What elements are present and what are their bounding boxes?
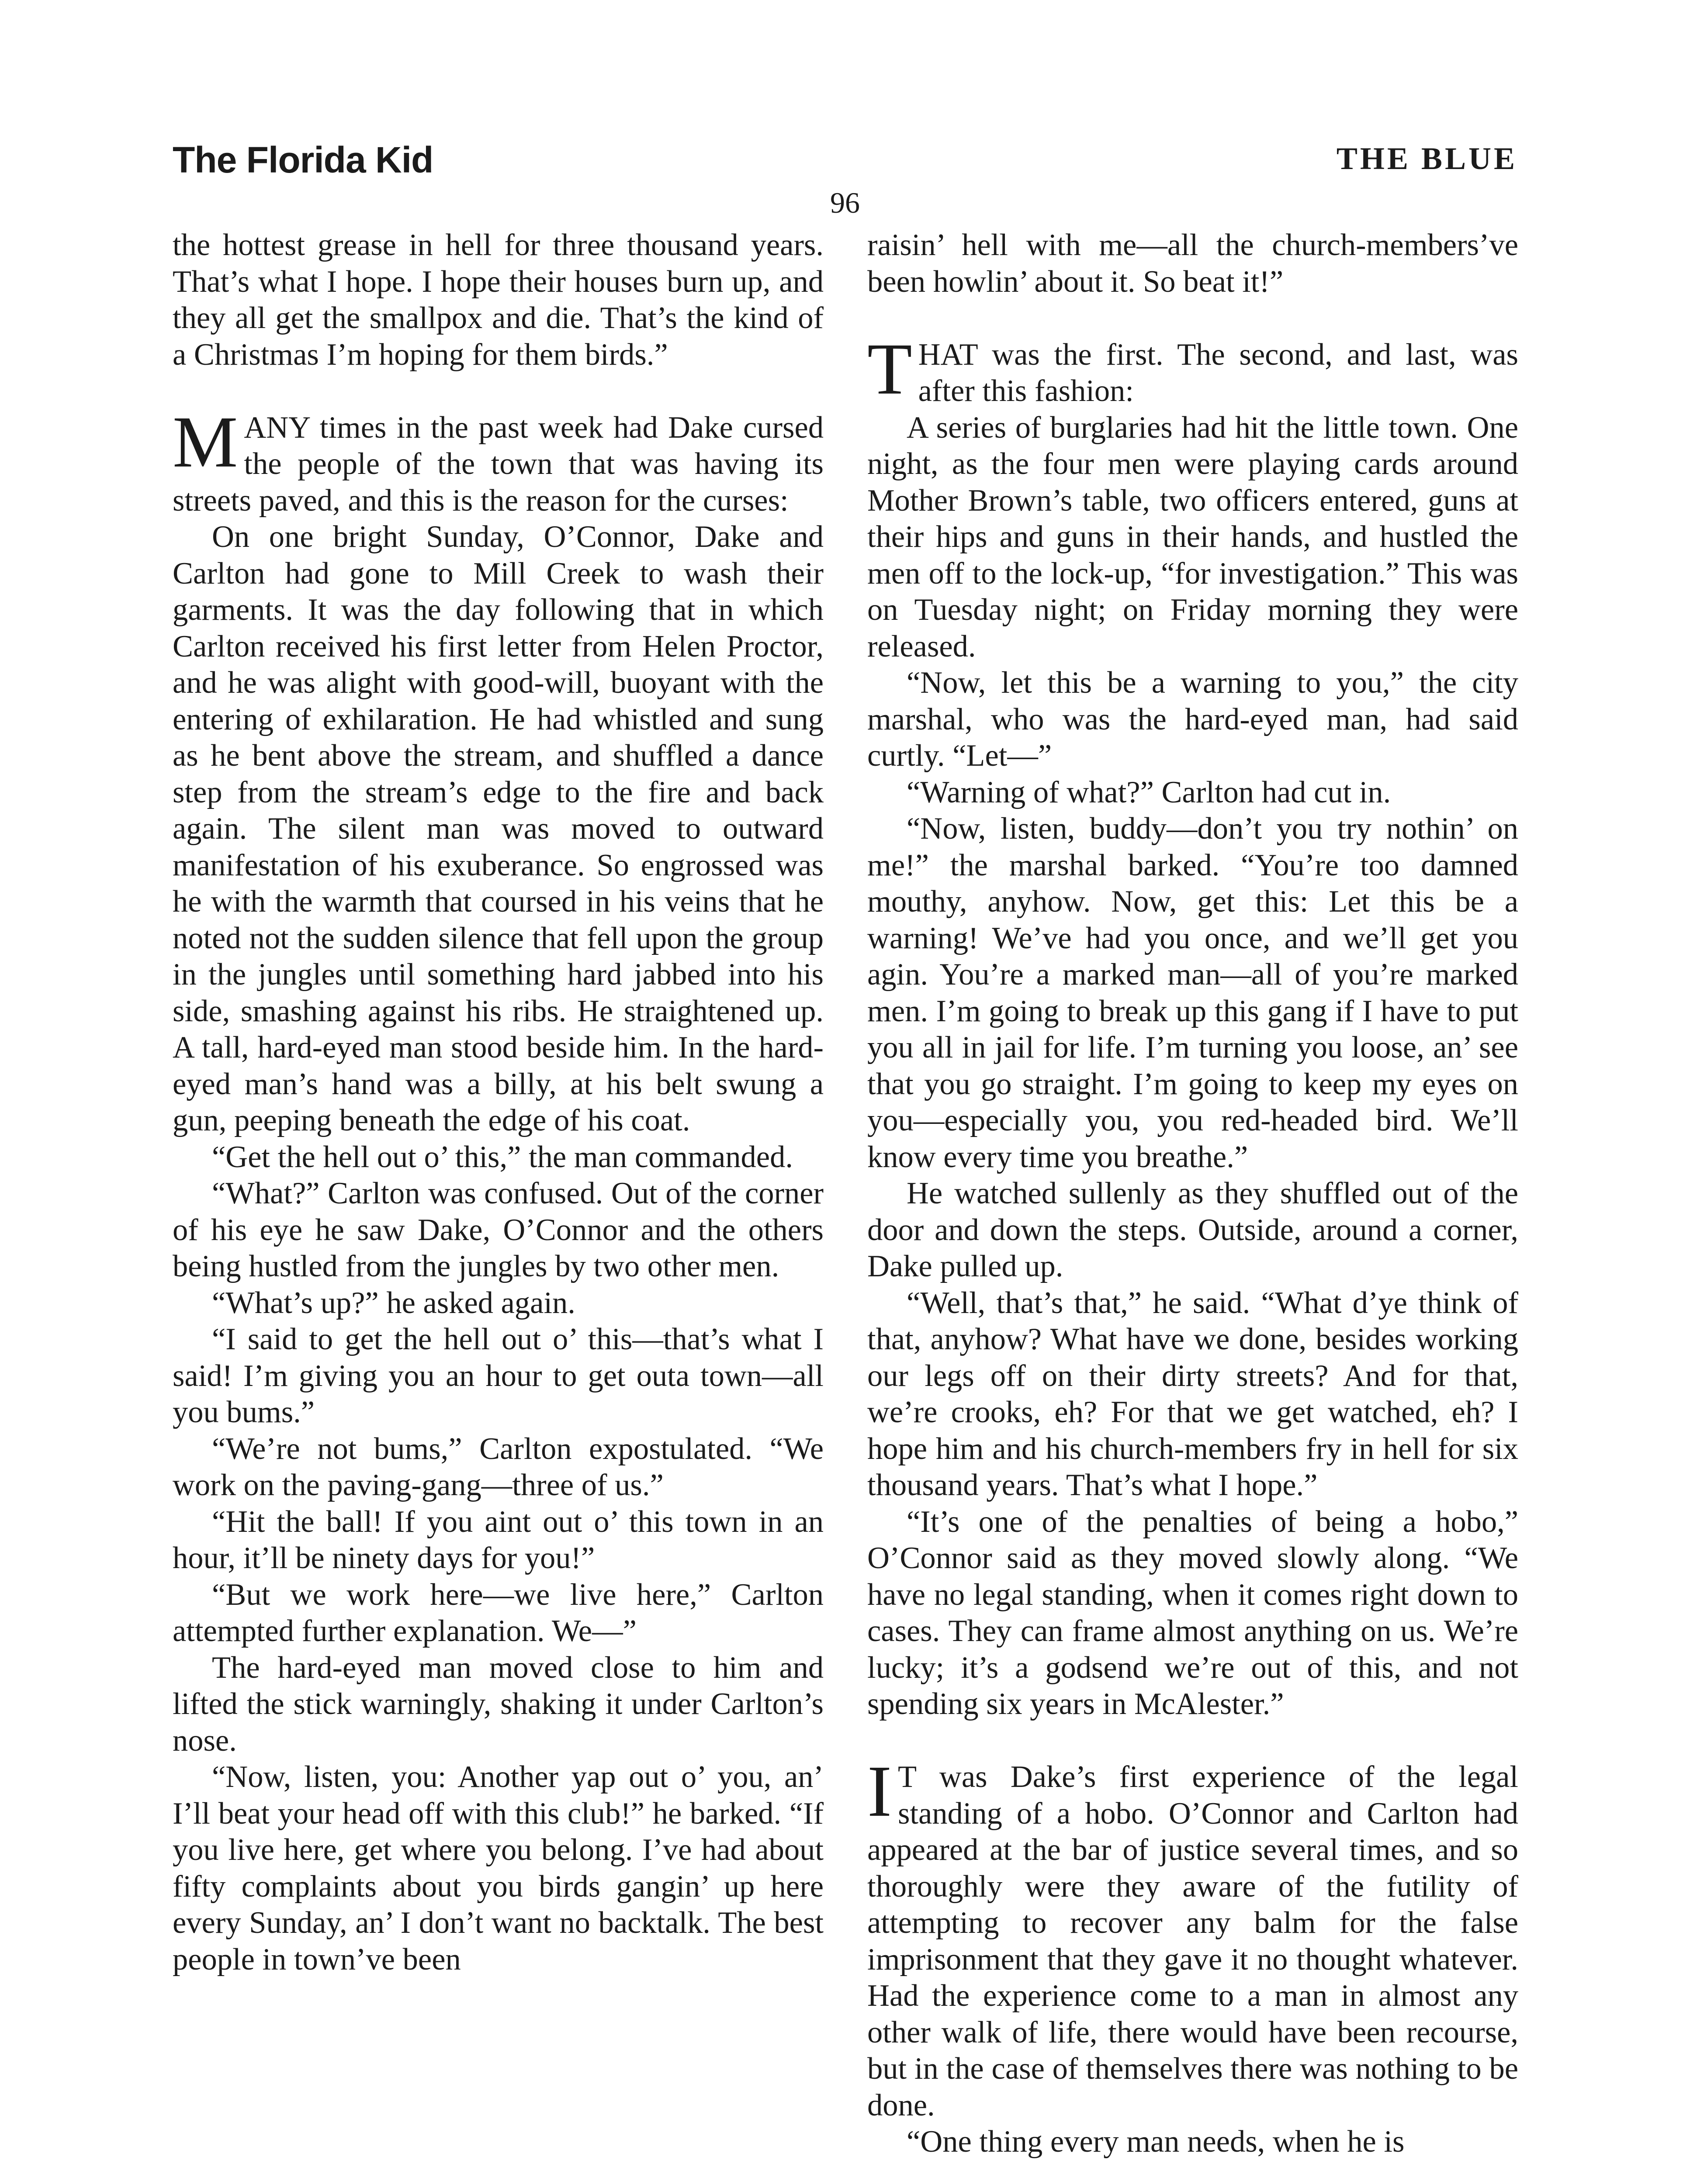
paragraph: On one bright Sunday, O’Connor, Dake and Carlton had gone to Mill Creek to wash their garments. It was the day following that in which Carlton received his first letter from Helen Proctor, and he was alight with good-will, buoyant with the entering of exhilaration. He had whistled and sung as he bent above the stream, and shuffled a dance step from the stream’s edge to the fire and back again. The silent man was moved to outward manifestation of his exuberance. So engrossed was he with the warmth that coursed in his veins that he noted not the sudden silence that fell upon the group in the jungles until something hard jabbed into his side, smashing against his ribs. He straightened up. A tall, hard-eyed man stood beside him. In the hard-eyed man’s hand was a billy, at his belt swung a gun, peeping beneath the edge of his coat. — [173, 520, 824, 1137]
running-title-left: The Florida Kid — [173, 139, 433, 180]
paragraph: “One thing every man needs, when he is — [907, 2125, 1405, 2159]
left-text-column — [173, 227, 824, 1978]
paragraph: “Warning of what?” Carlton had cut in. — [907, 775, 1391, 809]
paragraph: “It’s one of the penalties of being a hobo,” O’Connor said as they moved slowly along. “We have no legal standing, when it comes right down to cases. They can frame almost anything on us. We’re lucky; it’s a godsend we’re out of this, and not spending six years in McAlester.” — [867, 1504, 1518, 1721]
paragraph: “Now, listen, you: Another yap out o’ you, an’ I’ll beat your head off with this club!” he barked. “If you live here, get where you belong. I’ve had about fifty complaints about you birds gangin’ up here every Sunday, an’ I don’t want no backtalk. The best people in town’ve been — [173, 1760, 824, 1977]
paragraph-drop-cap: MANY times in the past week had Dake cursed the people of the town that was having its streets paved, and this is the reason for the curses: — [173, 401, 824, 518]
paragraph: “Get the hell out o’ this,” the man commanded. — [212, 1140, 793, 1174]
paragraph: The hard-eyed man moved close to him and lifted the stick warningly, shaking it under Carlton’s nose. — [173, 1650, 824, 1758]
paragraph: “Hit the ball! If you aint out o’ this town in an hour, it’ll be ninety days for you!” — [173, 1504, 824, 1575]
paragraph: “Well, that’s that,” he said. “What d’ye think of that, anyhow? What have we done, besides working our legs off on their dirty streets? And for that, we’re crooks, eh? For that we get watched, eh? I hope him and his church-members fry in hell for six thousand years. That’s what I hope.” — [867, 1286, 1518, 1502]
paragraph: He watched sullenly as they shuffled out of the door and down the steps. Outside, around a corner, Dake pulled up. — [867, 1176, 1518, 1283]
paragraph: “We’re not bums,” Carlton expostulated. “We work on the paving-gang—three of us.” — [173, 1431, 824, 1502]
paragraph: A series of burglaries had hit the little town. One night, as the four men were playing cards around Mother Brown’s table, two officers entered, guns at their hips and guns in their hands, and hustled the men off to the lock-up, “for investigation.” This was on Tuesday night; on Friday morning they were released. — [867, 410, 1518, 663]
page-number: 96 — [830, 186, 860, 219]
paragraph: “Now, let this be a warning to you,” the city marshal, who was the hard-eyed man, had said curtly. “Let—” — [867, 666, 1518, 773]
paragraph: raisin’ hell with me—all the church-members’ve been howlin’ about it. So beat it!” — [867, 228, 1518, 299]
paragraph: “Now, listen, buddy—don’t you try nothin’ on me!” the marshal barked. “You’re too damned mouthy, anyhow. Now, get this: Let this be a warning! We’ve had you once, and we’ll get you agin. You’re a marked man—all of you’re marked men. I’m going to break up this gang if I have to put you all in jail for life. I’m turning you loose, an’ see that you go straight. I’m going to keep my eyes on you—especially you, you red-headed bird. We’ll know every time you breathe.” — [867, 812, 1518, 1174]
paragraph-drop-cap: THAT was the first. The second, and last, was after this fashion: — [867, 328, 1518, 410]
running-title-right: THE BLUE — [1336, 141, 1517, 176]
paragraph: “What’s up?” he asked again. — [212, 1286, 575, 1320]
paragraph: “But we work here—we live here,” Carlton attempted further explanation. We—” — [173, 1577, 824, 1648]
right-text-column — [867, 227, 1518, 2160]
paragraph: “What?” Carlton was confused. Out of the corner of his eye he saw Dake, O’Connor and the others being hustled from the jungles by two other men. — [173, 1176, 824, 1283]
paragraph: “I said to get the hell out o’ this—that’s what I said! I’m giving you an hour to get outa town—all you bums.” — [173, 1322, 824, 1429]
paragraph: the hottest grease in hell for three thousand years. That’s what I hope. I hope their houses burn up, and they all get the smallpox and die. That’s the kind of a Christmas I’m hoping for them birds.” — [173, 228, 824, 372]
paragraph-drop-cap: IT was Dake’s first experience of the legal standing of a hobo. O’Connor and Carlton had appeared at the bar of justice several times, and so thoroughly were they aware of the futility of attempting to recover any balm for the false imprisonment that they gave it no thought whatever. Had the experience come to a man in almost any other walk of life, there would have been recourse, but in the case of themselves there was nothing to be done. — [867, 1751, 1518, 2122]
